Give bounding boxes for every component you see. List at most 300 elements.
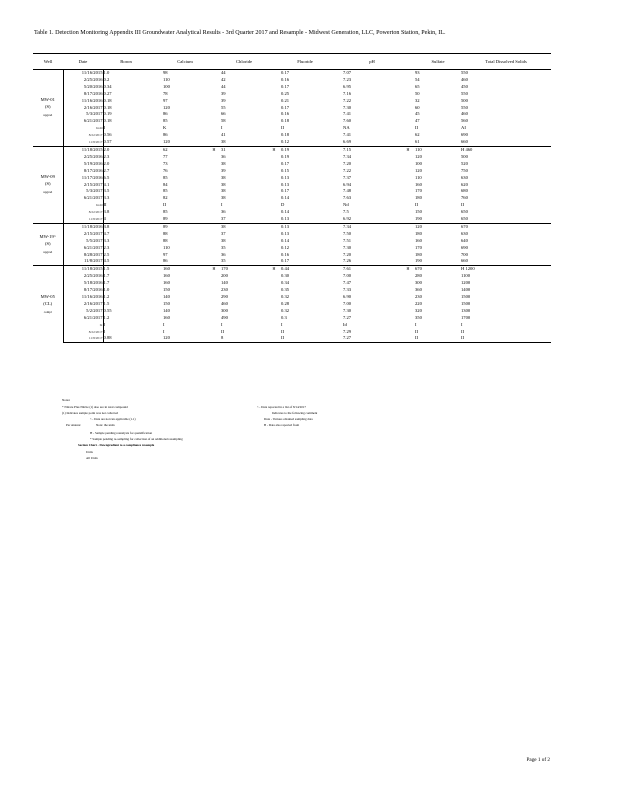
qualifier-flag xyxy=(401,322,415,329)
sample-date: 5/18/2016 xyxy=(63,280,103,287)
sample-date: 11/16/2015 xyxy=(63,70,103,77)
result-value: 0.56 xyxy=(103,132,112,138)
result-value: 7.23 xyxy=(343,76,352,82)
well-id: MW-09 (S) upgrad xyxy=(33,146,63,223)
result-value: 490 xyxy=(221,314,228,320)
result-value: 670 xyxy=(461,223,551,230)
result-value: 0.19 xyxy=(103,111,112,117)
qualifier-flag xyxy=(401,139,415,146)
result-value: 0.18 xyxy=(103,118,112,124)
result-value: 550 xyxy=(461,90,468,96)
sample-date: 11/8/2017 xyxy=(63,216,103,223)
qualifier-flag xyxy=(267,168,281,175)
qualifier-flag: H xyxy=(267,146,281,153)
result-value: 88 xyxy=(163,237,168,243)
result-value: 0.17 xyxy=(281,104,290,110)
qualifier-flag xyxy=(401,280,415,287)
result-value: 110 xyxy=(415,146,461,153)
result-value: 36 xyxy=(221,251,226,257)
result-value: 1.2 xyxy=(103,314,110,320)
result-value: 7.26 xyxy=(343,258,352,264)
result-value: 0.15 xyxy=(281,167,290,173)
result-value: 120 xyxy=(415,167,422,173)
qualifier-flag xyxy=(329,161,343,168)
qualifier-flag xyxy=(149,168,163,175)
footnote: B - Data also reported from xyxy=(264,423,300,427)
result-value: 150 xyxy=(163,300,170,306)
qualifier-flag xyxy=(207,294,221,301)
qualifier-flag xyxy=(149,335,163,342)
qualifier-flag xyxy=(149,315,163,322)
sample-date: 2/15/2017 xyxy=(63,231,103,238)
qualifier-flag xyxy=(267,223,281,230)
result-value: 630 xyxy=(461,230,468,236)
result-value: 110 xyxy=(163,244,170,250)
result-value: 0.12 xyxy=(281,244,290,250)
result-value: II xyxy=(415,202,419,208)
table-row xyxy=(33,98,551,105)
result-value: 120 xyxy=(415,223,461,230)
result-value: 3.8 xyxy=(103,209,110,215)
qualifier-flag xyxy=(149,175,163,182)
result-value: 42 xyxy=(221,76,226,82)
result-value: K xyxy=(163,125,167,131)
result-value: 0.13 xyxy=(281,216,290,222)
qualifier-flag xyxy=(401,188,415,195)
well-type: upgrad xyxy=(43,112,53,117)
qualifier-flag xyxy=(401,125,415,132)
result-value: 460 xyxy=(221,300,228,306)
result-value: 170 xyxy=(415,188,422,194)
result-value: 190 xyxy=(415,258,422,264)
result-value: 7.22 xyxy=(343,167,352,173)
qualifier-flag xyxy=(207,154,221,161)
col-header: pH xyxy=(343,54,401,70)
result-value: 85 xyxy=(163,118,168,124)
result-value: 650 xyxy=(461,216,468,222)
result-value: 0.44 xyxy=(281,266,329,273)
result-value: 2.0 xyxy=(103,160,110,166)
qualifier-flag xyxy=(149,252,163,259)
sample-date: Indd xyxy=(63,202,103,209)
footnote: ^ - Data reported in a list of 8/14/2017 xyxy=(257,405,306,409)
qualifier-flag xyxy=(329,238,343,245)
table-row xyxy=(33,154,551,161)
col-header: Well xyxy=(33,54,63,70)
qualifier-flag xyxy=(149,329,163,336)
result-value: 0.32 xyxy=(281,307,290,313)
qualifier-flag xyxy=(149,98,163,105)
qualifier-flag xyxy=(401,182,415,189)
result-value: I xyxy=(103,328,106,334)
sample-date: 2/25/2016 xyxy=(63,154,103,161)
result-value: 320 xyxy=(415,307,422,313)
result-value: II xyxy=(281,335,329,342)
qualifier-flag xyxy=(149,195,163,202)
result-value: 0.88 xyxy=(103,335,149,342)
result-value: 82 xyxy=(163,195,168,201)
result-value: 76 xyxy=(163,167,168,173)
result-value: 7.48 xyxy=(343,188,352,194)
result-value: 0.28 xyxy=(281,300,290,306)
result-value: 7.47 xyxy=(343,280,352,286)
result-value: 1300 xyxy=(461,307,471,313)
table-row xyxy=(33,216,551,223)
result-value: 170 xyxy=(415,244,422,250)
qualifier-flag xyxy=(149,188,163,195)
sample-date: 8/17/2016 xyxy=(63,287,103,294)
result-value: 1700 xyxy=(461,314,471,320)
qualifier-flag xyxy=(149,105,163,112)
qualifier-flag xyxy=(149,161,163,168)
qualifier-flag xyxy=(401,70,415,77)
result-value: 690 xyxy=(461,244,468,250)
result-value: 150 xyxy=(163,287,170,293)
qualifier-flag xyxy=(207,84,221,91)
qualifier-flag xyxy=(267,154,281,161)
qualifier-flag xyxy=(267,308,281,315)
qualifier-flag xyxy=(401,154,415,161)
qualifier-flag xyxy=(401,315,415,322)
qualifier-flag xyxy=(207,139,221,146)
qualifier-flag xyxy=(329,175,343,182)
result-value: 60 xyxy=(415,104,420,110)
result-value: 0.21 xyxy=(281,97,290,103)
qualifier-flag xyxy=(401,287,415,294)
sample-date: 11/8/2017 xyxy=(63,335,103,342)
result-value: 31 xyxy=(221,146,267,153)
qualifier-flag xyxy=(207,98,221,105)
result-value: 460 xyxy=(461,76,468,82)
table-row xyxy=(33,238,551,245)
page-number: Page 1 of 2 xyxy=(526,757,550,763)
qualifier-flag: H xyxy=(267,266,281,273)
result-value: II xyxy=(163,202,167,208)
result-value: 0.25 xyxy=(281,90,290,96)
result-value: 38 xyxy=(221,188,226,194)
table-row xyxy=(33,202,551,209)
table-title: Table 1. Detection Monitoring Appendix III Groundwater Analytical Results - 3rd Quarter 2017 and Resample - Midwest Generation, LLC, Powerton Station, Pekin, IL. xyxy=(34,30,446,36)
result-value: 54 xyxy=(415,76,420,82)
result-value: 0.55 xyxy=(103,307,112,313)
qualifier-flag xyxy=(329,266,343,273)
qualifier-flag xyxy=(149,301,163,308)
qualifier-flag xyxy=(207,322,221,329)
result-value: 6.90 xyxy=(343,294,352,299)
qualifier-flag xyxy=(267,175,281,182)
result-value: 6.95 xyxy=(343,83,352,89)
qualifier-flag xyxy=(267,329,281,336)
result-value: 140 xyxy=(163,307,170,313)
sample-date: 8/28/2017 xyxy=(63,252,103,259)
qualifier-flag xyxy=(207,209,221,216)
result-value: 85 xyxy=(163,174,168,180)
result-value: 1.7 xyxy=(103,273,110,279)
result-value: 0.3 xyxy=(281,314,287,320)
table-row xyxy=(33,294,551,301)
qualifier-flag xyxy=(329,335,343,342)
col-header: Fluoride xyxy=(281,54,329,70)
result-value: 38 xyxy=(221,181,226,187)
qualifier-flag xyxy=(149,280,163,287)
result-value: 1.0 xyxy=(103,287,110,293)
footnote: Notes: xyxy=(62,398,71,402)
table-row xyxy=(33,111,551,118)
result-value: Nd xyxy=(343,202,349,208)
sample-date: 11/16/2016 xyxy=(63,294,103,301)
result-value: 550 xyxy=(461,104,468,110)
sample-date: 5/2/2017 xyxy=(63,308,103,315)
result-value: 89 xyxy=(163,216,168,222)
result-value: 47 xyxy=(415,118,420,124)
result-value: H 460 xyxy=(461,146,551,153)
qualifier-flag xyxy=(401,202,415,209)
col-header: Sulfate xyxy=(415,54,461,70)
sample-date: 11/16/2016 xyxy=(63,98,103,105)
sample-date: 2/25/2016 xyxy=(63,273,103,280)
result-value: 38 xyxy=(221,139,226,145)
table-row xyxy=(33,266,551,273)
qualifier-flag xyxy=(149,223,163,230)
qualifier-flag xyxy=(329,168,343,175)
sample-date: Indd xyxy=(63,125,103,132)
qualifier-flag xyxy=(207,231,221,238)
qualifier-flag xyxy=(149,154,163,161)
qualifier-flag xyxy=(267,91,281,98)
sample-date: 11/8/2017 xyxy=(63,139,103,146)
result-value: 3.8 xyxy=(103,223,149,230)
result-value: 1500 xyxy=(461,300,471,306)
result-value: 7.30 xyxy=(343,307,352,313)
qualifier-flag xyxy=(207,335,221,342)
result-value: 690 xyxy=(461,132,468,138)
sample-date: 2/15/2017 xyxy=(63,182,103,189)
result-value: 86 xyxy=(163,258,168,264)
qualifier-flag xyxy=(267,301,281,308)
qualifier-flag xyxy=(149,132,163,139)
result-value: 750 xyxy=(461,167,468,173)
table-row xyxy=(33,258,551,265)
result-value: I xyxy=(163,321,165,327)
result-value: 120 xyxy=(163,104,170,110)
result-value: 39 xyxy=(221,167,226,173)
result-value: I xyxy=(415,321,417,327)
result-value: 630 xyxy=(461,174,468,180)
qualifier-flag xyxy=(329,216,343,223)
result-value: 0.19 xyxy=(281,153,290,159)
result-value: 0.18 xyxy=(281,132,290,138)
result-value: 110 xyxy=(163,76,170,82)
result-value: 0.35 xyxy=(281,287,290,293)
qualifier-flag xyxy=(207,111,221,118)
result-value: 0.17 xyxy=(281,160,290,166)
qualifier-flag xyxy=(329,91,343,98)
sample-date: 6/21/2017 xyxy=(63,245,103,252)
qualifier-flag xyxy=(401,245,415,252)
qualifier-flag xyxy=(149,322,163,329)
qualifier-flag xyxy=(207,301,221,308)
result-value: 7.15 xyxy=(343,146,401,153)
qualifier-flag xyxy=(149,308,163,315)
result-value: 4.1 xyxy=(103,181,110,187)
result-value: 0.16 xyxy=(281,76,290,82)
result-value: 230 xyxy=(415,294,422,299)
result-value: 1500 xyxy=(461,294,471,299)
sample-date: 5/19/2016 xyxy=(63,161,103,168)
qualifier-flag: H xyxy=(207,266,221,273)
qualifier-flag xyxy=(149,209,163,216)
result-value: 150 xyxy=(415,209,422,215)
header-row xyxy=(33,54,551,70)
result-value: Id xyxy=(343,321,347,327)
result-value: 35 xyxy=(221,258,226,264)
qualifier-flag xyxy=(329,252,343,259)
sample-date: 11/17/2016 xyxy=(63,175,103,182)
footnote: Data - Various obtained sampling data xyxy=(264,417,313,421)
result-value: 1400 xyxy=(461,287,471,293)
qualifier-flag xyxy=(401,216,415,223)
result-value: 160 xyxy=(163,280,170,286)
qualifier-flag xyxy=(149,84,163,91)
table-row xyxy=(33,70,551,77)
result-value: 760 xyxy=(461,195,468,201)
result-value: 8 xyxy=(221,335,267,342)
qualifier-flag xyxy=(149,287,163,294)
qualifier-flag xyxy=(267,273,281,280)
qualifier-flag xyxy=(267,125,281,132)
result-value: 7.00 xyxy=(343,273,352,279)
result-value: 58 xyxy=(221,118,226,124)
qualifier-flag xyxy=(329,105,343,112)
table-row xyxy=(33,125,551,132)
qualifier-flag xyxy=(207,287,221,294)
qualifier-flag xyxy=(329,315,343,322)
result-value: 2.3 xyxy=(103,244,110,250)
qualifier-flag xyxy=(207,77,221,84)
qualifier-flag xyxy=(207,258,221,265)
sample-date: 5/3/2017 xyxy=(63,111,103,118)
result-value: 160 xyxy=(163,266,207,273)
qualifier-flag xyxy=(207,252,221,259)
qualifier-flag xyxy=(329,322,343,329)
result-value: 2.5 xyxy=(103,251,110,257)
sample-date: 8/22/2017 xyxy=(63,209,103,216)
qualifier-flag xyxy=(207,202,221,209)
result-value: 0.18 xyxy=(103,97,112,103)
result-value: 0.13 xyxy=(281,230,290,236)
qualifier-flag xyxy=(149,258,163,265)
result-value: I xyxy=(281,321,283,327)
qualifier-flag xyxy=(267,202,281,209)
result-value: D xyxy=(281,202,285,208)
result-value: 4.5 xyxy=(103,258,110,264)
sample-date: 5/5/2017 xyxy=(63,238,103,245)
qualifier-flag xyxy=(149,216,163,223)
result-value: 7.41 xyxy=(343,111,352,117)
result-value: 38 xyxy=(221,223,267,230)
sample-date: 2/25/2016 xyxy=(63,77,103,84)
qualifier-flag xyxy=(401,161,415,168)
result-value: 6.5 xyxy=(103,174,110,180)
result-value: 89 xyxy=(163,223,207,230)
qualifier-flag xyxy=(207,70,221,77)
result-value: 120 xyxy=(163,139,170,145)
table-row xyxy=(33,223,551,230)
col-header: Total Dissolved Solids xyxy=(461,54,551,70)
result-value: 0.17 xyxy=(281,188,290,194)
result-value: 280 xyxy=(415,273,422,279)
qualifier-flag xyxy=(207,182,221,189)
result-value: 36 xyxy=(221,153,226,159)
result-value: 560 xyxy=(461,118,468,124)
result-value: 38 xyxy=(221,160,226,166)
result-value: 0.2 xyxy=(103,76,110,82)
result-value: 7.34 xyxy=(343,153,352,159)
result-value: 1.5 xyxy=(103,300,110,306)
table-row xyxy=(33,287,551,294)
well-type: compl xyxy=(43,309,52,314)
result-value: 3.5 xyxy=(103,188,110,194)
result-value: 7.41 xyxy=(343,132,352,138)
qualifier-flag xyxy=(401,329,415,336)
qualifier-flag xyxy=(329,132,343,139)
qualifier-flag xyxy=(267,118,281,125)
result-value: 1200 xyxy=(461,280,471,286)
result-value: 2.3 xyxy=(103,153,110,159)
col-header: Boron xyxy=(103,54,149,70)
sample-date: 8/17/2016 xyxy=(63,91,103,98)
result-value: 85 xyxy=(163,188,168,194)
sample-date: 5/3/2017 xyxy=(63,188,103,195)
qualifier-flag xyxy=(267,216,281,223)
result-value: 200 xyxy=(221,273,228,279)
result-value: 7.20 xyxy=(343,251,352,257)
qualifier-flag xyxy=(329,287,343,294)
qualifier-flag xyxy=(267,111,281,118)
result-value: 170 xyxy=(221,266,267,273)
result-value: 7.5 xyxy=(343,209,349,215)
result-value: 460 xyxy=(461,111,468,117)
table-row xyxy=(33,252,551,259)
col-header: Calcium xyxy=(163,54,207,70)
qualifier-flag xyxy=(329,280,343,287)
result-value: 0.18 xyxy=(281,118,290,124)
qualifier-flag xyxy=(401,77,415,84)
result-value: 62 xyxy=(415,132,420,138)
result-value: 230 xyxy=(221,287,228,293)
qualifier-flag xyxy=(329,77,343,84)
sample-date: 11/18/2015 xyxy=(63,266,103,273)
qualifier-flag xyxy=(207,118,221,125)
result-value: 3.3 xyxy=(103,195,110,201)
qualifier-flag: H xyxy=(401,266,415,273)
result-value: 7.37 xyxy=(343,174,352,180)
result-value: 41 xyxy=(221,132,226,138)
qualifier-flag xyxy=(401,84,415,91)
qualifier-flag xyxy=(267,280,281,287)
qualifier-flag: H xyxy=(207,146,221,153)
result-value: II xyxy=(221,328,225,334)
qualifier-flag xyxy=(267,245,281,252)
result-value: II xyxy=(461,335,551,342)
result-value: 36 xyxy=(221,209,226,215)
result-value: 35 xyxy=(221,244,226,250)
result-value: 85 xyxy=(163,209,168,215)
result-value: 700 xyxy=(461,251,468,257)
result-value: 0.13 xyxy=(281,174,290,180)
result-value: 300 xyxy=(415,280,422,286)
groundwater-results-table xyxy=(33,53,551,343)
